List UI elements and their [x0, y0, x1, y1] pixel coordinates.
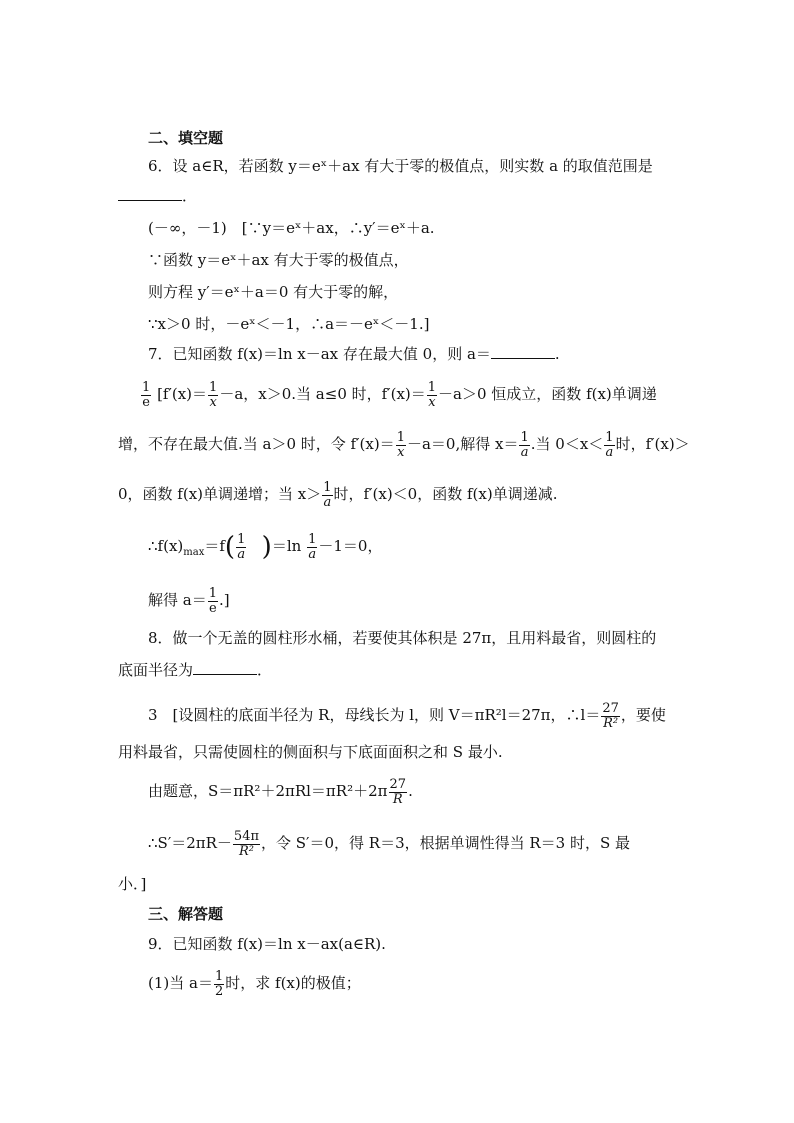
numerator: 1 — [208, 585, 217, 601]
fraction-1-over-a — [322, 481, 332, 510]
denominator: R² — [238, 843, 254, 859]
denominator: a — [520, 444, 529, 460]
denominator: x — [397, 444, 405, 460]
text: －a＝0,解得 x＝ — [406, 435, 519, 453]
denominator: R² — [603, 715, 619, 731]
q8-answer-line-5: 小．] — [118, 875, 147, 893]
question-9-line-1: 9．已知函数 f(x)＝ln x－ax(a∈R). — [148, 935, 386, 953]
q7-max-value-line — [148, 530, 382, 569]
denominator: a — [605, 444, 614, 460]
text: 解得 a＝ — [148, 591, 207, 609]
question-9-part-1 — [148, 966, 361, 1000]
fraction-1-over-e — [141, 381, 151, 410]
denominator: e — [209, 600, 217, 616]
text: .] — [219, 591, 230, 609]
denominator: a — [308, 546, 317, 562]
text: 时，求 f(x)的极值； — [225, 974, 361, 992]
q7-stem: 7．已知函数 f(x)＝ln x－ax 存在最大值 0，则 a＝ — [148, 345, 491, 363]
answer-blank — [193, 660, 257, 675]
question-8-line-2 — [118, 660, 272, 680]
punct: ． — [182, 187, 198, 205]
q6-stem: 6．设 a∈R，若函数 y＝eˣ＋ax 有大于零的极值点，则实数 a 的取值范围是 — [148, 157, 653, 175]
numerator: 1 — [142, 379, 151, 395]
fraction-54pi-over-r2 — [233, 830, 260, 859]
q6-answer-line-4: ∵x＞0 时，－eˣ＜－1，∴a＝－eˣ＜－1.] — [148, 315, 430, 333]
numerator: 1 — [520, 429, 529, 445]
answer-blank — [118, 186, 182, 201]
q8-answer-line-3 — [148, 774, 413, 808]
q7-answer-line-1 — [140, 378, 657, 410]
question-6-text — [148, 156, 653, 176]
text: ∴S′＝2πR－ — [148, 834, 232, 852]
text: [f′(x)＝ — [157, 385, 208, 403]
subscript: max — [183, 547, 205, 558]
fraction-1-over-a — [307, 533, 317, 562]
denominator: e — [142, 394, 150, 410]
text: 时，f′(x)＞ — [615, 435, 690, 453]
text: 0，函数 f(x)单调递增；当 x＞ — [118, 485, 322, 503]
q6-answer-line-1: (－∞，－1) [∵y＝eˣ＋ax，∴y′＝eˣ＋a. — [148, 219, 435, 237]
text: －a＞0 恒成立，函数 f(x)单调递 — [438, 385, 657, 403]
punct: ． — [257, 661, 273, 679]
denominator: a — [237, 546, 246, 562]
denominator: x — [428, 394, 436, 410]
text: ，令 S′＝0，得 R＝3，根据单调性得当 R＝3 时，S 最 — [261, 834, 631, 852]
text: －a，x＞0.当 a≤0 时，f′(x)＝ — [219, 385, 426, 403]
numerator: 27 — [602, 700, 619, 716]
fraction-27-over-r — [389, 778, 408, 807]
numerator: 1 — [427, 379, 437, 395]
numerator: 27 — [389, 776, 407, 792]
question-8-line-1: 8．做一个无盖的圆柱形水桶，若要使其体积是 27π，且用料最省，则圆柱的 — [148, 629, 657, 647]
right-paren: ) — [261, 532, 272, 562]
fraction-1-over-x — [208, 381, 218, 410]
numerator: 1 — [308, 531, 317, 547]
fraction-1-over-2 — [214, 970, 224, 999]
text: 底面半径为 — [118, 661, 194, 679]
fraction-1-over-a — [236, 533, 246, 562]
text: 3 [设圆柱的底面半径为 R，母线长为 l，则 V＝πR²l＝27π，∴l＝ — [148, 706, 601, 724]
denominator: x — [209, 394, 217, 410]
text: ∴f(x) — [148, 537, 184, 555]
text: (1)当 a＝ — [148, 974, 213, 992]
q8-answer-line-1 — [148, 698, 666, 732]
denominator: 2 — [214, 983, 224, 999]
numerator: 1 — [237, 531, 246, 547]
fraction-1-over-x — [396, 431, 406, 460]
q6-answer-line-2: ∵函数 y＝eˣ＋ax 有大于零的极值点， — [148, 251, 409, 269]
text: . — [408, 782, 413, 800]
numerator: 54π — [233, 828, 260, 844]
section-title-answer: 三、解答题 — [148, 905, 224, 923]
fraction-1-over-x — [427, 381, 437, 410]
text: ，要使 — [620, 706, 666, 724]
q6-answer-line-3: 则方程 y′＝eˣ＋a＝0 有大于零的解， — [148, 283, 399, 301]
text: 增，不存在最大值.当 a＞0 时，令 f′(x)＝ — [118, 435, 395, 453]
numerator: 1 — [605, 429, 614, 445]
fraction-1-over-e — [208, 587, 218, 616]
numerator: 1 — [323, 479, 332, 495]
fraction-1-over-a — [604, 431, 614, 460]
q7-answer-line-3 — [118, 478, 557, 510]
q8-answer-line-4 — [148, 826, 630, 860]
fraction-27-over-r2 — [601, 702, 620, 731]
fraction-1-over-a — [519, 431, 529, 460]
text: 时，f′(x)＜0，函数 f(x)单调递减. — [333, 485, 558, 503]
question-6-blank-line — [118, 186, 197, 206]
question-7-text — [148, 344, 560, 364]
numerator: 1 — [209, 379, 218, 395]
denominator: R — [392, 791, 403, 807]
q7-solution-line — [148, 584, 230, 616]
numerator: 1 — [396, 429, 405, 445]
section-title-fill-in: 二、填空题 — [148, 129, 224, 147]
punct: . — [554, 345, 560, 363]
text: ＝f — [204, 537, 225, 555]
q7-answer-line-2 — [118, 428, 690, 460]
denominator: a — [323, 494, 332, 510]
q8-answer-line-2: 用料最省，只需使圆柱的侧面积与下底面面积之和 S 最小. — [118, 743, 503, 761]
text: 由题意，S＝πR²＋2πRl＝πR²＋2π — [148, 782, 388, 800]
text: ＝ln — [271, 537, 302, 555]
text: .当 0＜x＜ — [530, 435, 604, 453]
text: －1＝0， — [318, 537, 383, 555]
left-paren: ( — [224, 532, 236, 562]
answer-blank — [491, 344, 555, 359]
numerator: 1 — [214, 968, 224, 984]
